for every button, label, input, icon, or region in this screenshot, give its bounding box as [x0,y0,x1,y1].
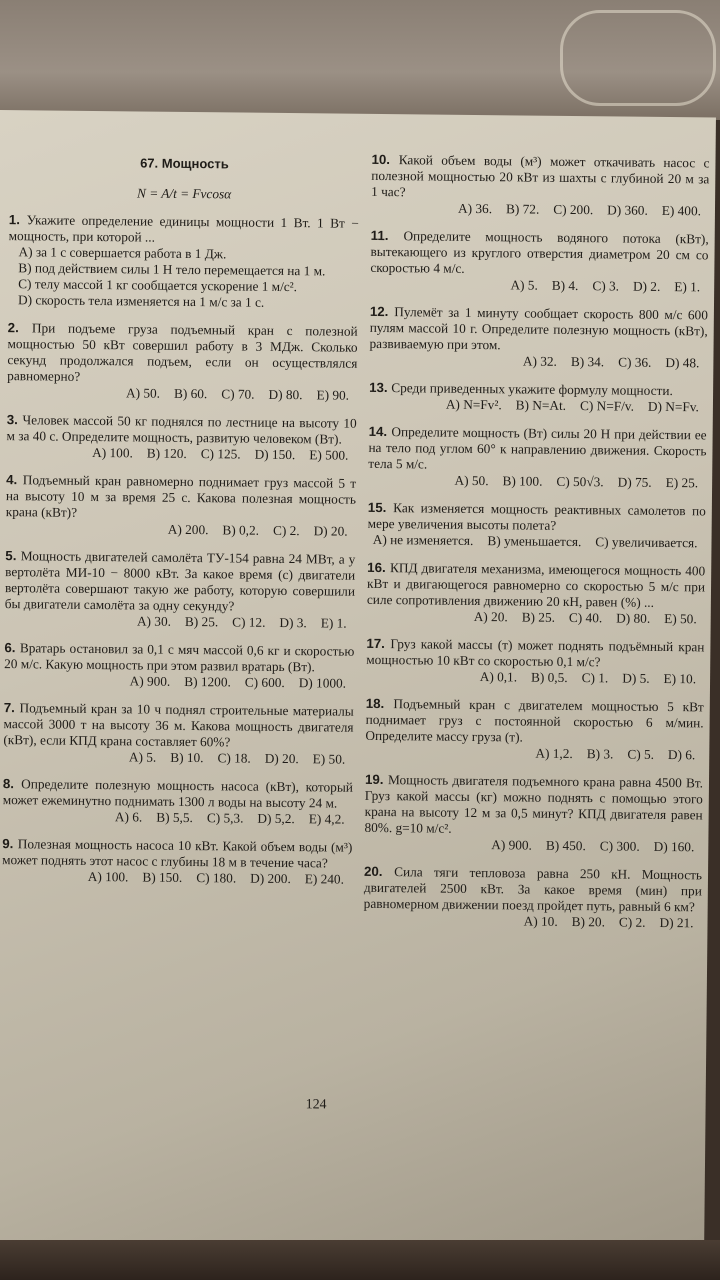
answer-option: A) 1,2. [535,745,573,762]
question-8 [3,776,353,828]
answer-option: B) 5,5. [156,809,193,826]
question-body: Как изменяется мощность реактивных самолетов по мере увеличения высоты полета? [367,500,706,533]
question-14 [368,424,707,492]
question-body: Сила тяги тепловоза равна 250 кН. Мощность двигателей 2500 кВт. За какое время (мин) при равномерном движении поезд пройдет путь, равный 6 км? [363,864,703,915]
background-cloth [0,0,720,120]
answer-option: E) 25. [665,474,699,491]
question-body: Подъемный кран с двигателем мощностью 5 кВт поднимает груз с постоянной скоростью 6 м/мин. Определите массу груза (т). [365,696,704,745]
answer-option: B) 25. [521,609,556,625]
answer-option: E) 500. [309,447,349,463]
question-body: Полезная мощность насоса 10 кВт. Какой объем воды (м³) может поднять этот насос с глубины 18 м в течение часа? [2,836,353,871]
question-number: 5 [5,548,13,564]
question-text: 6. Вратарь остановил за 0,1 с мяч массой 0,6 кг и скоростью 20 м/с. Какую мощность при этом развил вратарь (Вт). [4,640,355,675]
answer-options [369,396,707,416]
answer-option: A) 50. [454,472,489,489]
question-number: 11 [370,227,385,244]
question-number: 15 [367,499,383,516]
answer-option: B) под действием силы 1 Н тело перемещается на 1 м. [18,260,326,279]
question-number: 12 [369,303,385,320]
question-number: 8 [2,776,11,792]
answer-option: B) 10. [170,749,204,766]
answer-option: E) 400. [661,202,702,219]
question-number: 13 [369,379,384,396]
question-number: 17 [366,635,382,652]
answer-option: B) уменьшается. [487,533,582,550]
answer-option: E) 90. [316,387,350,403]
answer-option: A) 100. [87,868,129,885]
answer-option: B) 4. [551,277,579,294]
answer-option: C) N=F/v. [579,398,635,414]
question-10 [371,152,710,220]
answer-option: D) 6. [667,747,696,763]
section-title: 67. Мощность [140,155,229,172]
answer-options [367,608,705,628]
question-11 [370,228,709,296]
question-body: Среди приведенных укажите формулу мощности. [391,380,673,399]
answer-option: C) 5,3. [206,810,244,826]
answer-option: D) 150. [254,446,296,463]
question-body: Определите мощность водяного потока (кВт), вытекающего из круглого отверстия диаметром 20 см со скоростью 4 м/с. [370,228,709,276]
answer-option: D) 1000. [298,675,347,691]
question-20 [363,864,702,932]
answer-option: B) 34. [570,353,605,370]
question-body: Груз какой массы (т) может поднять подъёмный кран мощностью 10 кВт со скоростью 0,1 м/с? [366,636,705,670]
question-text: 1. Укажите определение единицы мощности 1 Вт. 1 Вт − мощность, при которой ... [8,212,359,245]
question-text: 13. Среди приведенных укажите формулу мощности. [369,379,673,399]
answer-option: C) 1. [581,670,609,686]
answer-option: C) 12. [232,614,266,630]
question-text: 19. Мощность двигателя подъемного крана равна 4500 Вт. Груз какой массы (кг) можно поднять с помощью этого крана на высоту 12 м за 0,5 минут? КПД двигателя равен 80%. g=10 м/с². [364,771,704,836]
answer-option: D) 160. [653,838,695,855]
answer-options [366,668,704,688]
answer-option: C) 2. [618,914,646,930]
question-5 [5,548,356,632]
question-text: 15. Как изменяется мощность реактивных самолетов по мере увеличения высоты полета? [367,499,706,533]
answer-option: D) 80. [616,610,651,626]
question-text: 16. КПД двигателя механизма, имеющегося мощность 400 кВт и двигающегося равномерно со скоростью 5 м/с при силе сопротивления движению 20 кН, равен (%) ... [366,559,706,610]
answer-options [8,244,359,312]
answer-option: A) 200. [167,521,209,538]
answer-option: A) 10. [523,913,558,929]
answer-option: B) 20. [571,914,606,930]
answer-option: B) 60. [173,385,208,402]
answer-option: D) 5. [622,670,650,686]
answer-option: A) 30. [136,613,172,629]
question-12 [369,304,708,372]
question-number: 14 [368,423,384,440]
answer-option: C) 200. [553,201,594,218]
answer-option: D) 48. [665,354,700,371]
answer-option: E) 240. [304,871,345,887]
answer-option: D) 200. [250,870,291,887]
question-6 [4,640,354,692]
answer-option: B) 72. [505,201,540,217]
question-number: 6 [4,640,12,656]
answer-options [367,532,705,552]
question-text: 4. Подъемный кран равномерно поднимает груз массой 5 т на высоту 10 м за время 25 с. Какова полезная мощность крана (кВт)? [5,472,357,520]
answer-option: C) увеличивается. [595,534,698,551]
question-text: 11. Определите мощность водяного потока (кВт), вытекающего из круглого отверстия диаметром 20 см со скоростью 4 м/с. [370,227,709,276]
answer-option: D) 5,2. [257,810,295,827]
question-body: Укажите определение единицы мощности 1 Вт. 1 Вт − мощность, при которой ... [8,212,359,245]
question-number: 3 [6,412,15,428]
power-formula: N = A/t = Fvcosα [136,185,232,202]
question-text: 9. Полезная мощность насоса 10 кВт. Какой объем воды (м³) может поднять этот насос с глубины 18 м в течение часа? [2,836,353,871]
answer-option: C) 300. [599,838,640,854]
answer-option: E) 10. [663,670,697,687]
question-text: 7. Подъемный кран за 10 ч поднял строительные материалы массой 3000 т на высоту 36 м. Какова мощность двигателя (кВт), если КПД крана составляет 60%? [3,700,354,750]
left-column [2,154,360,900]
answer-option: D) 21. [659,914,694,931]
answer-options [365,744,703,764]
answer-option: C) 5. [627,746,655,762]
question-text: 10. Какой объем воды (м³) может откачивать насос с полезной мощностью 20 кВт из шахты с глубиной 20 м за 1 час? [371,151,710,200]
page-number: 124 [305,1097,327,1113]
question-number: 9 [2,836,10,852]
answer-options [4,672,354,692]
question-number: 18 [365,695,381,712]
answer-option: E) 50. [664,610,697,627]
answer-option: D) 20. [313,523,348,539]
question-text: 12. Пулемёт за 1 минуту сообщает скорость 800 м/с 600 пулям массой 10 г. Определите полезную мощность (кВт), развиваемую при этом. [369,303,708,353]
answer-option: E) 1. [674,279,701,295]
answer-option: C) 40. [568,609,603,626]
answer-option: B) 3. [586,746,614,762]
answer-option: C) 125. [200,446,241,462]
question-text: 5. Мощность двигателей самолёта ТУ-154 равна 24 МВт, а у вертолёта МИ-10 − 8000 кВт. За какое время (с) двигатели вертолёта совершают такую же работу, которую совершили бы двигатели самолёта за одну секунду? [4,548,356,614]
answer-option: C) 70. [221,386,255,402]
answer-option: A) 20. [473,608,508,625]
answer-option: C) 180. [196,870,237,886]
question-number: 7 [3,700,12,716]
answer-option: B) 120. [146,445,187,461]
answer-option: D) 2. [632,278,661,294]
question-3 [6,412,356,464]
question-1 [8,212,359,312]
answer-option: B) 150. [142,869,183,885]
answer-options [7,384,357,404]
question-number: 2 [7,320,16,336]
answer-option: A) 36. [458,200,493,217]
answer-option: C) 3. [592,278,620,294]
answer-option: A) 900. [129,673,171,689]
answer-option: D) N=Fv. [647,398,700,415]
answer-options [371,200,709,220]
answer-option: E) 1. [320,615,347,631]
answer-option: A) 6. [114,809,143,825]
question-body: Определите мощность (Вт) силы 20 Н при действии ее на тело под углом 60° к направлению движения. Скорость тела 5 м/с. [368,424,707,472]
answer-option: D) 360. [607,202,648,218]
question-15 [367,500,705,552]
question-4 [6,472,357,540]
question-body: Пулемёт за 1 минуту сообщает скорость 800 м/с 600 пулям массой 10 г. Определите полезную мощность (кВт), развиваемую при этом. [369,304,708,353]
answer-option: B) 1200. [184,673,231,690]
question-16 [367,560,706,628]
answer-options [5,612,355,632]
answer-option: B) 0,2. [222,522,260,538]
question-number: 4 [6,472,14,488]
answer-option: D) 20. [264,750,299,767]
answer-option: C) 50√3. [556,473,604,490]
answer-option: D) 80. [268,386,303,403]
question-text: 20. Сила тяги тепловоза равна 250 кН. Мощность двигателей 2500 кВт. За какое время (мин) при равномерном движении поезд пройдет путь, равный 6 км? [363,863,703,915]
right-column [363,152,709,943]
right-question-list [363,152,709,931]
answer-option: A) не изменяется. [372,531,474,548]
question-number: 1 [8,212,17,228]
question-body: При подъеме груза подъемный кран с полезной мощностью 50 кВт совершил работу в 3 МДж. Сколько секунд продолжался подъем, если он осуществлялся равномерно? [7,320,358,384]
answer-option: B) 0,5. [531,669,568,685]
question-number: 19 [364,771,380,788]
answer-option: A) 900. [491,837,533,853]
question-number: 10 [371,151,387,168]
answer-option: A) 32. [522,353,557,369]
question-body: Какой объем воды (м³) может откачивать насос с полезной мощностью 20 кВт из шахты с глубиной 20 м за 1 час? [371,152,710,200]
answer-option: A) 0,1. [479,669,518,685]
answer-option: E) 4,2. [308,811,345,827]
question-body: Мощность двигателей самолёта ТУ-154 равна 24 МВт, а у вертолёта МИ-10 − 8000 кВт. За какое время (с) двигатели вертолёта совершают такую же работу, которую совершили бы двигатели самолёта за одну секунду? [4,548,356,614]
answer-option: B) 100. [502,473,543,489]
answer-option: A) за 1 с совершается работа в 1 Дж. [18,244,227,262]
book-page [0,110,716,1277]
question-9 [2,836,352,888]
answer-options [370,276,708,296]
question-body: Мощность двигателя подъемного крана равна 4500 Вт. Груз какой массы (кг) можно поднять с помощью этого крана на высоту 12 м за 0,5 минут? КПД двигателя равен 80%. g=10 м/с². [364,772,704,836]
question-text: 18. Подъемный кран с двигателем мощностью 5 кВт поднимает груз с постоянной скоростью 6 м/мин. Определите массу груза (т). [365,695,704,745]
table-surface [0,1240,720,1280]
question-text: 3. Человек массой 50 кг поднялся по лестнице на высоту 10 м за 40 с. Определите мощность, развитую человеком (Вт). [6,412,357,447]
question-2 [7,320,358,404]
answer-option: D) скорость тела изменяется на 1 м/с за 1 с. [17,292,265,310]
answer-option: C) 600. [244,674,285,691]
answer-option: B) N=At. [515,397,567,413]
question-body: Подъемный кран за 10 ч поднял строительные материалы массой 3000 т на высоту 36 м. Какова мощность двигателя (кВт), если КПД крана составляет 60%? [3,700,354,750]
answer-option: A) N=Fv². [445,396,502,413]
answer-option: A) 5. [510,277,538,293]
answer-option: A) 5. [128,749,157,765]
answer-option: C) телу массой 1 кг сообщается ускорение 1 м/с². [18,276,298,295]
question-text: 2. При подъеме груза подъемный кран с полезной мощностью 50 кВт совершил работу в 3 МДж. Сколько секунд продолжался подъем, если он осуществлялся равномерно? [7,320,358,384]
question-text: 14. Определите мощность (Вт) силы 20 Н при действии ее на тело под углом 60° к направлению движения. Скорость тела 5 м/с. [368,423,707,472]
answer-option: D) 3. [279,614,307,631]
question-19 [364,772,703,856]
answer-option: A) 100. [92,444,133,461]
question-text: 17. Груз какой массы (т) может поднять подъёмный кран мощностью 10 кВт со скоростью 0,1 м/с? [366,635,705,670]
answer-option: C) 2. [272,522,300,539]
question-number: 20 [363,863,379,880]
answer-option: D) 75. [617,474,652,490]
answer-options [369,352,707,372]
answer-option: B) 25. [184,613,219,630]
answer-option: A) 50. [125,385,161,401]
question-7 [3,700,354,768]
question-body: Подъемный кран равномерно поднимает груз массой 5 т на высоту 10 м за время 25 с. Какова полезная мощность крана (кВт)? [5,472,357,520]
answer-options [368,472,706,492]
answer-options [3,748,353,768]
question-body: Вратарь остановил за 0,1 с мяч массой 0,6 кг и скоростью 20 м/с. Какую мощность при этом развил вратарь (Вт). [4,640,355,675]
question-18 [365,696,704,764]
answer-options [6,520,356,540]
question-17 [366,636,704,688]
question-body: Человек массой 50 кг поднялся по лестнице на высоту 10 м за 40 с. Определите мощность, развитую человеком (Вт). [6,412,357,447]
answer-option: C) 18. [217,750,251,766]
answer-option: B) 450. [545,837,586,854]
question-text: 8. Определите полезную мощность насоса (кВт), который может ежеминутно поднимать 1300 л воды на высоту 24 м. [2,776,354,811]
answer-options [364,836,702,856]
question-number: 16 [367,559,383,576]
question-13 [369,380,707,416]
question-body: Определите полезную мощность насоса (кВт), который может ежеминутно поднимать 1300 л воды на высоту 24 м. [2,776,354,811]
answer-option: C) 36. [618,354,652,370]
left-question-list [2,212,359,888]
question-body: КПД двигателя механизма, имеющегося мощность 400 кВт и двигающегося равномерно со скоростью 5 м/с при силе сопротивления движению 20 кН, равен (%) ... [366,560,706,610]
answer-option: E) 50. [312,751,346,767]
